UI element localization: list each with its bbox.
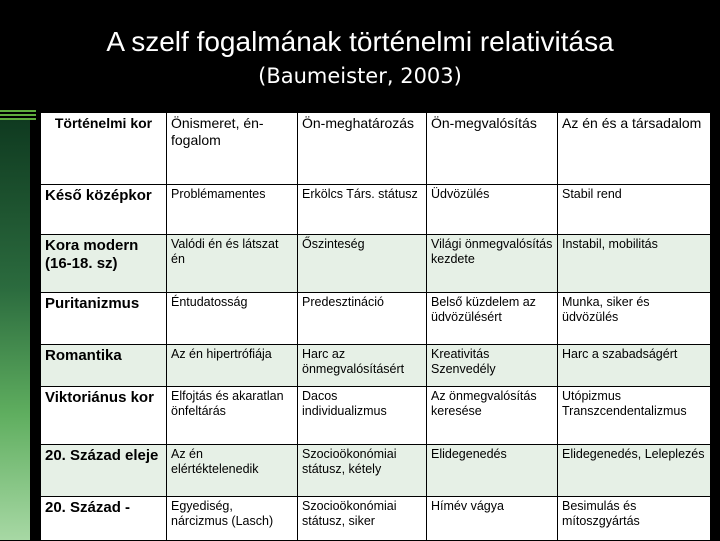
table-cell: Hímév vágya: [427, 497, 558, 541]
era-cell: Puritanizmus: [41, 293, 167, 345]
slide-subtitle: (Baumeister, 2003): [258, 64, 462, 88]
table-row: [41, 497, 711, 541]
history-table: [40, 112, 711, 541]
header-self-realization: Ön-megvalósítás: [427, 113, 558, 185]
table-cell: Egyediség, nárcizmus (Lasch): [167, 497, 298, 541]
table-cell: Elfojtás és akaratlan önfeltárás: [167, 387, 298, 445]
table-cell: Erkölcs Társ. státusz: [298, 185, 427, 235]
table-cell: Elidegenedés, Leleplezés: [558, 445, 711, 497]
table-cell: Üdvözülés: [427, 185, 558, 235]
table-cell: Stabil rend: [558, 185, 711, 235]
table-cell: Harc a szabadságért: [558, 345, 711, 387]
decorative-lines: [0, 110, 36, 120]
table-cell: Az önmegvalósítás keresése: [427, 387, 558, 445]
table-header-row: [41, 113, 711, 185]
table-cell: Elidegenedés: [427, 445, 558, 497]
table-cell: Szocioökonómiai státusz, kétely: [298, 445, 427, 497]
table-cell: Szocioökonómiai státusz, siker: [298, 497, 427, 541]
table-cell: Az én elértéktelenedik: [167, 445, 298, 497]
era-cell: Késő középkor: [41, 185, 167, 235]
table-row: [41, 387, 711, 445]
era-cell: Viktoriánus kor: [41, 387, 167, 445]
header-era: Történelmi kor: [41, 113, 167, 185]
table-cell: Az én hipertrófiája: [167, 345, 298, 387]
table-cell: Besimulás és mítoszgyártás: [558, 497, 711, 541]
table-cell: Valódi én és látszat én: [167, 235, 298, 293]
table-cell: Kreativitás Szenvedély: [427, 345, 558, 387]
table-cell: Éntudatosság: [167, 293, 298, 345]
table-cell: Harc az önmegvalósításért: [298, 345, 427, 387]
table-row: [41, 235, 711, 293]
table-row: [41, 185, 711, 235]
header-self-society: Az én és a társadalom: [558, 113, 711, 185]
table-row: [41, 345, 711, 387]
era-cell: Kora modern (16-18. sz): [41, 235, 167, 293]
table-cell: Instabil, mobilitás: [558, 235, 711, 293]
table-cell: Világi önmegvalósítás kezdete: [427, 235, 558, 293]
era-cell: 20. Század -: [41, 497, 167, 541]
table-cell: Predesztináció: [298, 293, 427, 345]
table-cell: Utópizmus Transzcendentalizmus: [558, 387, 711, 445]
table-cell: Problémamentes: [167, 185, 298, 235]
era-cell: 20. Század eleje: [41, 445, 167, 497]
era-cell: Romantika: [41, 345, 167, 387]
decorative-side-bar: [0, 120, 30, 540]
table-row: [41, 293, 711, 345]
table-cell: Belső küzdelem az üdvözülésért: [427, 293, 558, 345]
table-cell: Dacos individualizmus: [298, 387, 427, 445]
slide-title: A szelf fogalmának történelmi relativitása: [106, 26, 614, 57]
table-row: [41, 445, 711, 497]
header-self-definition: Ön-meghatározás: [298, 113, 427, 185]
header-self-knowledge: Önismeret, én-fogalom: [167, 113, 298, 185]
table-cell: Munka, siker és üdvözülés: [558, 293, 711, 345]
table-cell: Őszinteség: [298, 235, 427, 293]
